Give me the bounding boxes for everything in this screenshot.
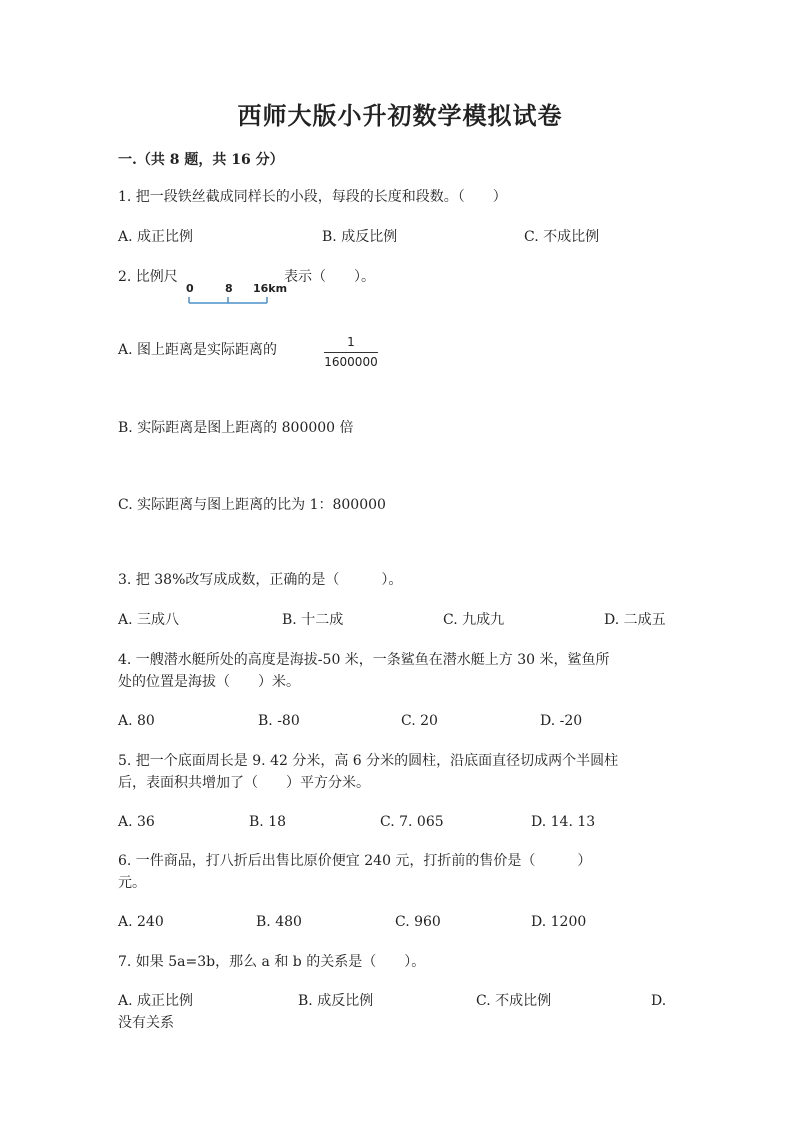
question-7-option-d-continuation: 没有关系	[118, 1015, 174, 1031]
question-4-option-c: C. 20	[401, 713, 438, 729]
question-5-option-c: C. 7. 065	[380, 814, 444, 830]
question-7-option-d: D.	[651, 993, 667, 1009]
scale-bar-figure	[183, 282, 288, 306]
fraction-bar	[324, 352, 378, 353]
question-7-option-c: C. 不成比例	[476, 993, 552, 1009]
question-6-line-1: 6. 一件商品，打八折后出售比原价便宜 240 元，打折前的售价是（ ）	[118, 853, 592, 869]
question-3-option-c: C. 九成九	[443, 612, 505, 628]
question-5-option-a: A. 36	[118, 814, 155, 830]
question-3-option-a: A. 三成八	[118, 612, 180, 628]
scale-tick-label-16km: 16km	[253, 282, 288, 295]
question-6-option-c: C. 960	[395, 914, 441, 930]
question-6-option-d: D. 1200	[531, 914, 587, 930]
question-3-option-b: B. 十二成	[282, 612, 344, 628]
fraction-denominator: 1600000	[324, 355, 378, 369]
question-5-option-d: D. 14. 13	[531, 814, 596, 830]
question-4-line-2: 处的位置是海拔（ ）米。	[118, 674, 300, 690]
page-title: 西师大版小升初数学模拟试卷	[237, 101, 563, 130]
fraction-numerator: 1	[347, 335, 355, 349]
question-4-option-b: B. -80	[258, 713, 300, 729]
question-4-line-1: 4. 一艘潜水艇所处的高度是海拔-50 米，一条鲨鱼在潜水艇上方 30 米，鲨鱼所	[118, 652, 610, 668]
question-4-option-a: A. 80	[118, 713, 155, 729]
question-7-option-b: B. 成反比例	[298, 993, 374, 1009]
question-2-option-b: B. 实际距离是图上距离的 800000 倍	[118, 420, 354, 436]
question-7-option-a: A. 成正比例	[118, 993, 194, 1009]
question-4-option-d: D. -20	[540, 713, 583, 729]
section-heading: 一.（共 8 题，共 16 分）	[118, 152, 284, 168]
scale-tick-label-8: 8	[225, 282, 233, 295]
question-2-option-c: C. 实际距离与图上距离的比为 1：800000	[118, 497, 386, 513]
question-2-prefix: 2. 比例尺	[118, 269, 178, 285]
question-1-option-b: B. 成反比例	[322, 229, 398, 245]
question-6-line-2: 元。	[118, 875, 146, 891]
question-5-line-2: 后，表面积共增加了（ ）平方分米。	[118, 775, 370, 791]
question-5-option-b: B. 18	[249, 814, 287, 830]
question-3-option-d: D. 二成五	[604, 612, 666, 628]
question-6-option-a: A. 240	[118, 914, 164, 930]
question-1-text: 1. 把一段铁丝截成同样长的小段，每段的长度和段数。（ ）	[118, 189, 507, 205]
question-1-option-c: C. 不成比例	[524, 229, 600, 245]
question-2-option-a: A. 图上距离是实际距离的	[118, 342, 278, 358]
question-6-option-b: B. 480	[256, 914, 302, 930]
question-5-line-1: 5. 把一个底面周长是 9. 42 分米，高 6 分米的圆柱，沿底面直径切成两个半圆柱	[118, 753, 619, 769]
scale-tick-label-0: 0	[186, 282, 194, 295]
question-2-suffix: 表示（ ）。	[284, 269, 375, 285]
scale-bar-line	[183, 282, 275, 306]
question-3-text: 3. 把 38%改写成成数，正确的是（ ）。	[118, 572, 403, 588]
question-7-text: 7. 如果 5a=3b，那么 a 和 b 的关系是（ ）。	[118, 954, 426, 970]
question-1-option-a: A. 成正比例	[118, 229, 194, 245]
fraction	[324, 335, 378, 370]
